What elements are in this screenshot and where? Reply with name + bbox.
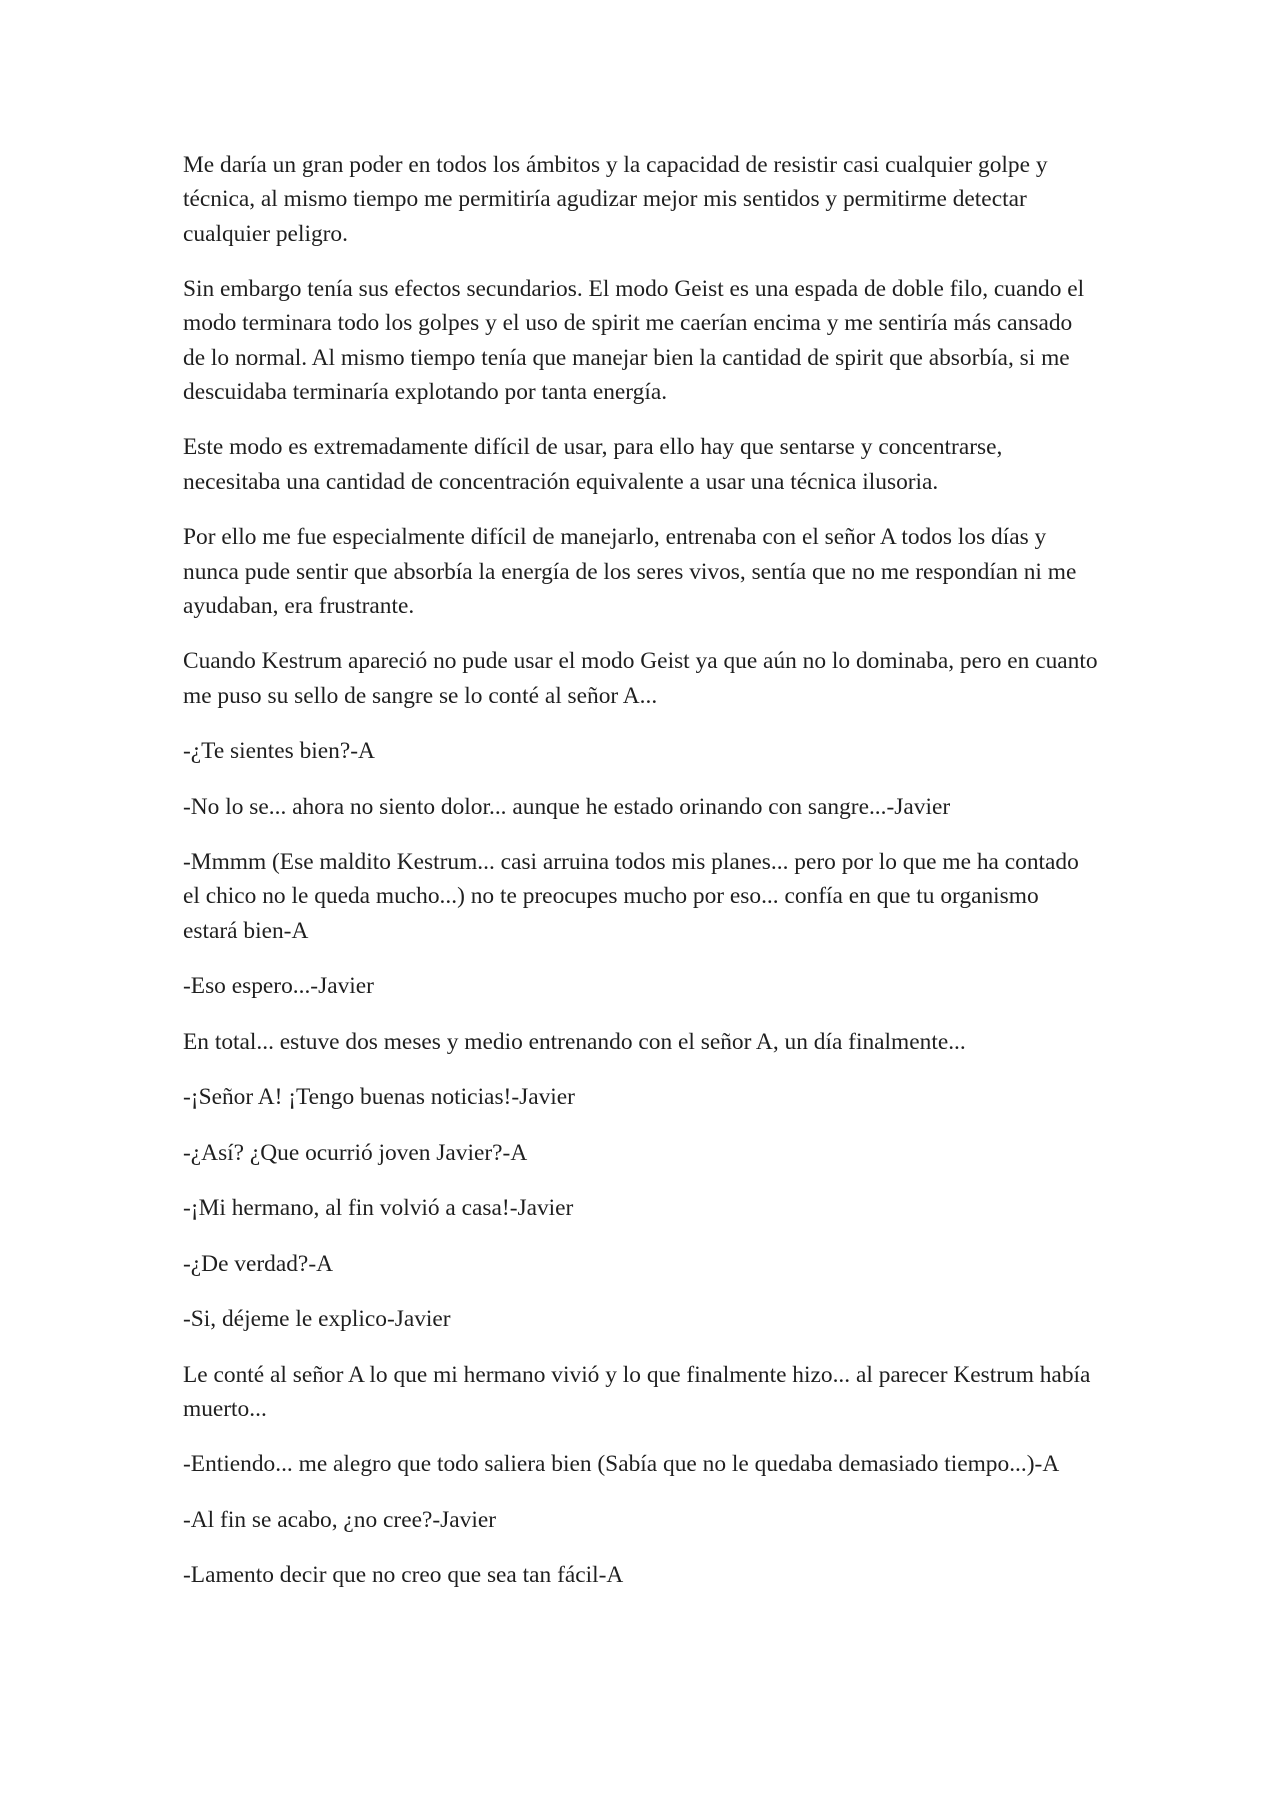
- dialogue-line-3: -Mmmm (Ese maldito Kestrum... casi arruina todos mis planes... pero por lo que me ha contado el chico no le queda mucho...) no te preocupes mucho por eso... confía en que tu organismo estará bien-A: [183, 849, 1079, 944]
- dialogue-line-5: -¡Señor A! ¡Tengo buenas noticias!-Javier: [183, 1084, 575, 1111]
- dialogue-line-7: -¡Mi hermano, al fin volvió a casa!-Javier: [183, 1195, 574, 1222]
- dialogue-line-11: -Al fin se acabo, ¿no cree?-Javier: [183, 1506, 496, 1533]
- paragraph-1: Me daría un gran poder en todos los ámbitos y la capacidad de resistir casi cualquier golpe y técnica, al mismo tiempo me permitiría agudizar mejor mis sentidos y permitirme detectar cualquier peligro.: [183, 152, 1048, 247]
- paragraph-2: Sin embargo tenía sus efectos secundarios. El modo Geist es una espada de doble filo, cuando el modo terminara todo los golpes y el uso de spirit me caerían encima y me sentiría más cansado de lo normal. Al mismo tiempo tenía que manejar bien la cantidad de spirit que absorbía, si me descuidaba terminaría explotando por tanta energía.: [183, 276, 1085, 405]
- dialogue-line-10: -Entiendo... me alegro que todo saliera bien (Sabía que no le quedaba demasiado tiempo...)-A: [183, 1451, 1060, 1478]
- dialogue-line-2: -No lo se... ahora no siento dolor... aunque he estado orinando con sangre...-Javier: [183, 793, 951, 820]
- dialogue-line-12: -Lamento decir que no creo que sea tan fácil-A: [183, 1562, 624, 1589]
- paragraph-5: Cuando Kestrum apareció no pude usar el modo Geist ya que aún no lo dominaba, pero en cuanto me puso su sello de sangre se lo conté al señor A...: [183, 648, 1098, 709]
- dialogue-line-4: -Eso espero...-Javier: [183, 973, 374, 1000]
- dialogue-line-6: -¿Así? ¿Que ocurrió joven Javier?-A: [183, 1139, 528, 1166]
- paragraph-6: En total... estuve dos meses y medio entrenando con el señor A, un día finalmente...: [183, 1028, 966, 1055]
- paragraph-7: Le conté al señor A lo que mi hermano vivió y lo que finalmente hizo... al parecer Kestrum había muerto...: [183, 1361, 1091, 1422]
- body-text: [183, 148, 1098, 1614]
- dialogue-line-9: -Si, déjeme le explico-Javier: [183, 1306, 451, 1333]
- dialogue-line-8: -¿De verdad?-A: [183, 1250, 333, 1277]
- dialogue-line-1: -¿Te sientes bien?-A: [183, 738, 375, 765]
- paragraph-3: Este modo es extremadamente difícil de usar, para ello hay que sentarse y concentrarse, necesitaba una cantidad de concentración equivalente a usar una técnica ilusoria.: [183, 434, 1003, 495]
- paragraph-4: Por ello me fue especialmente difícil de manejarlo, entrenaba con el señor A todos los días y nunca pude sentir que absorbía la energía de los seres vivos, sentía que no me respondían ni me ayudaban, era frustrante.: [183, 524, 1077, 619]
